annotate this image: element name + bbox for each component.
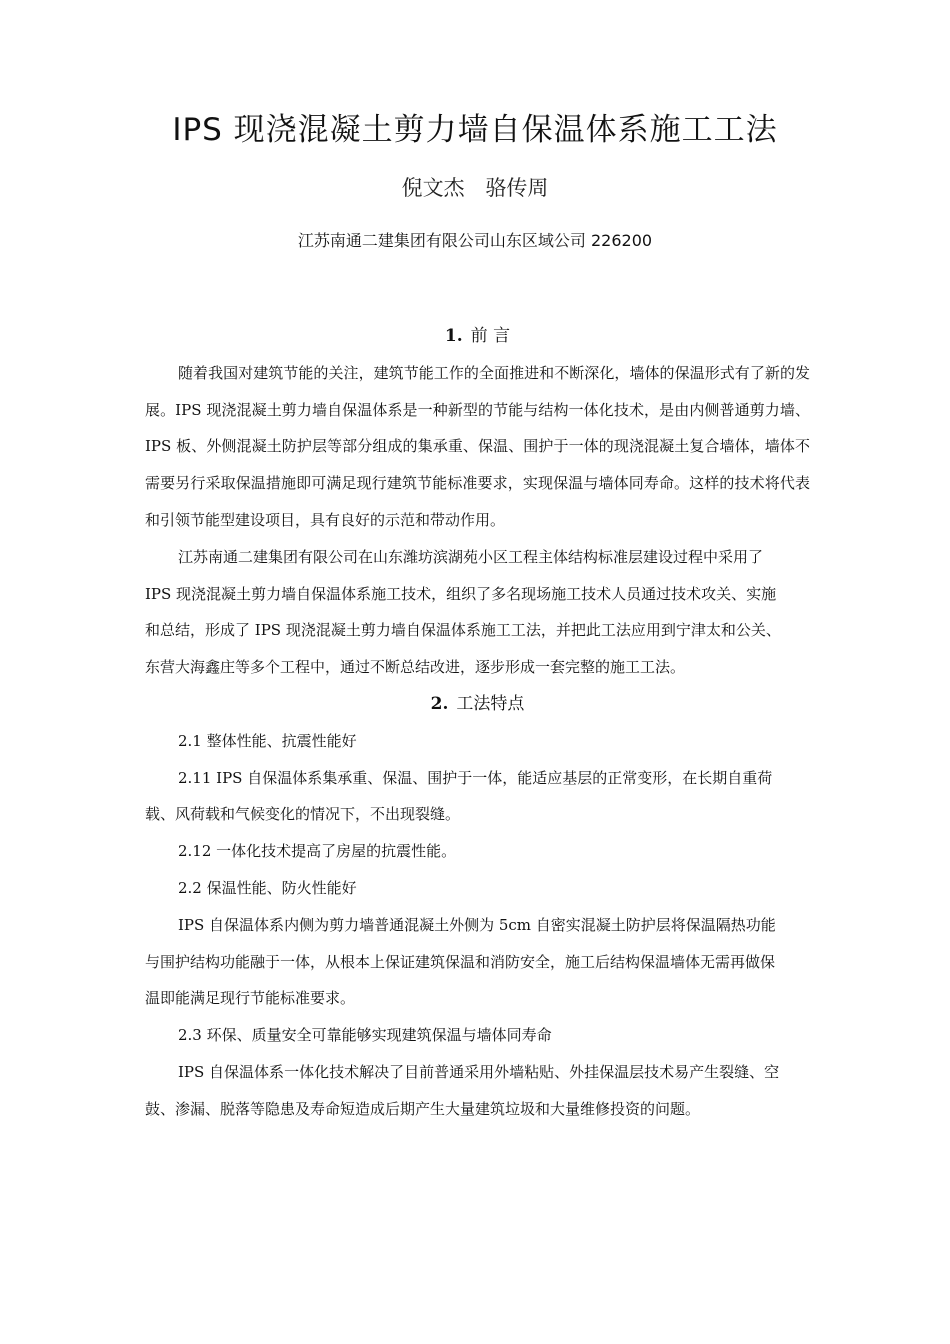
- paragraph: 2.12 一体化技术提高了房屋的抗震性能。: [178, 842, 457, 861]
- subsection-heading: 2.2 保温性能、防火性能好: [178, 878, 357, 897]
- paragraph: 2.11 IPS 自保温体系集承重、保温、围护于一体，能适应基层的正常变形，在长期自重荷载、风荷载和气候变化的情况下，不出现裂缝。: [145, 768, 773, 824]
- paragraph: 江苏南通二建集团有限公司在山东潍坊滨湖苑小区工程主体结构标准层建设过程中采用了 IPS 现浇混凝土剪力墙自保温体系施工技术，组织了多名现场施工技术人员通过技术攻关、实施和总结，形成了 IPS 现浇混凝土剪力墙自保温体系施工工法，并把此工法应用到宁津太和公关、东营大海鑫庄等多个工程中，通过不断总结改进，逐步形成一套完整的施工工法。: [145, 547, 781, 677]
- section-title: 前 言: [470, 326, 511, 346]
- document-title: IPS 现浇混凝土剪力墙自保温体系施工工法: [172, 112, 778, 148]
- document-authors: 倪文杰 骆传周: [401, 176, 549, 200]
- section-heading: [145, 686, 810, 723]
- document-affiliation: 江苏南通二建集团有限公司山东区域公司 226200: [297, 231, 653, 250]
- section-title: 工法特点: [456, 693, 525, 714]
- paragraph: 随着我国对建筑节能的关注，建筑节能工作的全面推进和不断深化，墙体的保温形式有了新的发展。IPS 现浇混凝土剪力墙自保温体系是一种新型的节能与结构一体化技术，是由内侧普通剪力墙、IPS 板、外侧混凝土防护层等部分组成的集承重、保温、围护于一体的现浇混凝土复合墙体，墙体不需要另行采取保温措施即可满足现行建筑节能标准要求，实现保温与墙体同寿命。这样的技术将代表和引领节能型建设项目，具有良好的示范和带动作用。: [145, 363, 810, 529]
- paragraph: IPS 自保温体系内侧为剪力墙普通混凝土外侧为 5cm 自密实混凝土防护层将保温隔热功能与围护结构功能融于一体，从根本上保证建筑保温和消防安全，施工后结构保温墙体无需再做保温即能满足现行节能标准要求。: [145, 915, 776, 1008]
- subsection-heading: 2.3 环保、质量安全可靠能够实现建筑保温与墙体同寿命: [178, 1026, 552, 1045]
- section-number: 1.: [444, 326, 463, 346]
- section-heading: [145, 318, 810, 355]
- paragraph: IPS 自保温体系一体化技术解决了目前普通采用外墙粘贴、外挂保温层技术易产生裂缝、空鼓、渗漏、脱落等隐患及寿命短造成后期产生大量建筑垃圾和大量维修投资的问题。: [145, 1062, 780, 1118]
- document-body: [145, 318, 810, 1128]
- subsection-heading: 2.1 整体性能、抗震性能好: [178, 731, 357, 750]
- section-number: 2.: [430, 693, 449, 714]
